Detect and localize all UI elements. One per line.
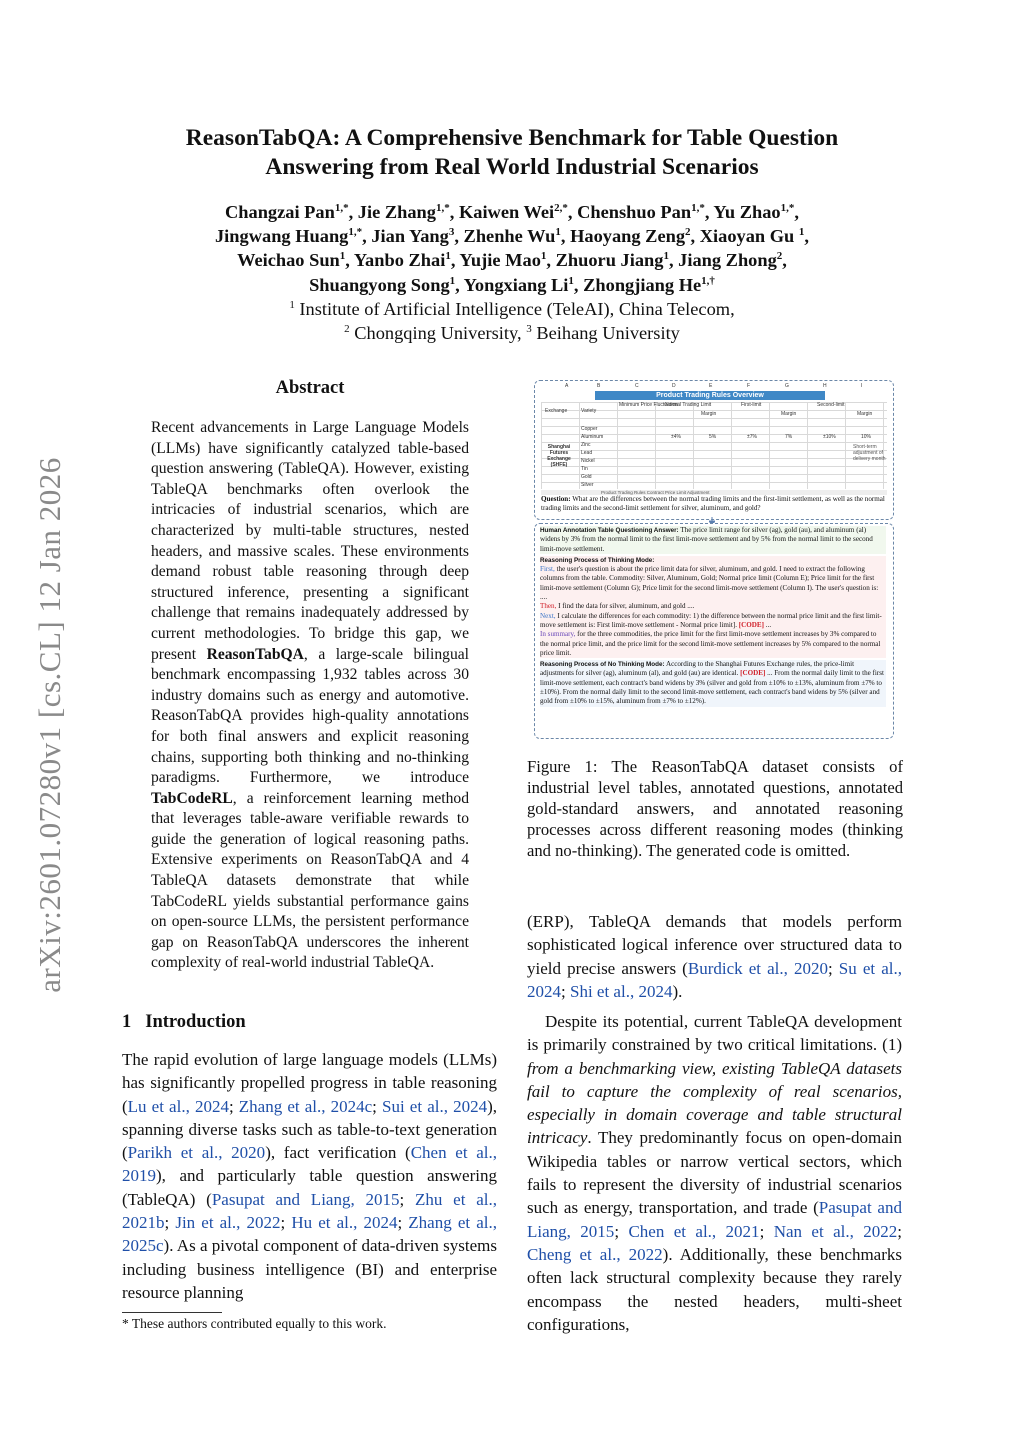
row-item: Nickel bbox=[581, 458, 595, 464]
affil-sup: 2 bbox=[344, 323, 350, 335]
col-letter: F bbox=[747, 383, 751, 389]
author-sup: 1,* bbox=[348, 226, 363, 239]
citation-link[interactable]: Zhang et al., 2024c bbox=[238, 1096, 373, 1116]
col-letter: H bbox=[823, 383, 827, 389]
column-letters bbox=[535, 383, 893, 390]
author-sup: 1 bbox=[798, 226, 805, 239]
citation-link[interactable]: Cheng et al., 2022 bbox=[527, 1244, 663, 1264]
author-name: Jie Zhang bbox=[357, 202, 436, 222]
body-text: ). Additionally, these benchmarks often lack structural complexity because they rarely encompass the nested headers, multi-sheet configurations, bbox=[527, 1244, 903, 1334]
col-letter: I bbox=[861, 383, 863, 389]
affil-text: Beihang University bbox=[536, 323, 680, 343]
author-sup: 3 bbox=[448, 226, 455, 239]
body-text: The rapid evolution of large language models (LLMs) has significantly propelled progress in table reasoning ( bbox=[122, 1050, 497, 1116]
author-sup: 1 bbox=[555, 226, 561, 239]
section-number: 1 bbox=[122, 1012, 132, 1032]
row-item: Copper bbox=[581, 426, 598, 432]
step-text: the user's question is about the price limit data for silver, aluminum, and gold. I need to extract the following columns from the table. Commodity: Silver, Aluminum, Gold; Normal price limit (Column E); Price limit for the first limit-move settlement (Column G); Price limit for the second limit-move settlement (Column I). The user's question is: .... bbox=[540, 565, 879, 602]
no-thinking-mode: Reasoning Process of No Thinking Mode: According to the Shanghai Futures Exchange rules, the price-limit adjustments for silver (ag), aluminum (al), and gold (au) are identical. [CODE] ... From the normal daily limit to the first limit-move settlement, each contract's band widens by 3% (silver and gold from ±10% to ±13%, aluminum from ±7% to ±10%). From the normal daily limit to the second limit-move settlement, each contract's band widens by 5% (silver and gold from ±10% to ±15%, aluminum from ±7% to ±12%). bbox=[540, 660, 886, 706]
author-sup: 2 bbox=[776, 250, 783, 263]
sep: ; bbox=[280, 1213, 292, 1233]
author-sup: 1 bbox=[339, 250, 346, 263]
author-sup: 1 bbox=[568, 274, 574, 287]
affil-text: Chongqing University, bbox=[354, 323, 522, 343]
step-first: First, bbox=[540, 565, 555, 574]
col-letter: B bbox=[597, 383, 601, 389]
header-cell: Exchange bbox=[545, 408, 568, 414]
value-cell: 5% bbox=[709, 434, 717, 440]
body-text: ), and particularly table question answering (TableQA) ( bbox=[122, 1166, 497, 1209]
figure-1 bbox=[534, 380, 894, 740]
citation-link[interactable]: Chen et al., 2021 bbox=[628, 1221, 760, 1241]
author-name: Haoyang Zeng bbox=[570, 226, 686, 247]
abstract-text: Recent advancements in Large Language Models (LLMs) have significantly catalyzed table-based question answering (TableQA). However, existing TableQA benchmarks often overlook the intricacies of industrial scenarios, which are characterized by multi-table structures, nested headers, and massive scales. These environments demand robust table reasoning through deep structured inference, presenting a significant challenge that remains inadequately addressed by current methodologies. To bridge this gap, we present bbox=[151, 419, 469, 663]
figure-table-panel bbox=[534, 380, 894, 520]
arxiv-sidebar bbox=[28, 430, 72, 1020]
author-name: Yu Zhao bbox=[713, 202, 781, 222]
body-text: ). As a pivotal component of data-driven systems including business intelligence (BI) and enterprise resource planning bbox=[122, 1236, 497, 1302]
question-label: Question: bbox=[541, 495, 571, 503]
answer-content bbox=[540, 526, 886, 709]
row-item: Zinc bbox=[581, 442, 591, 448]
sheet-tabs[interactable]: Product Trading Rules Contract Price Limit Adjustment bbox=[541, 490, 887, 495]
citation-link[interactable]: Zhu et al., 2021b bbox=[122, 1189, 497, 1233]
author-name: Jiang Zhong bbox=[678, 250, 777, 271]
author-sup: 2,* bbox=[554, 202, 568, 214]
section-title: Introduction bbox=[145, 1012, 246, 1032]
author-name: Jian Yang bbox=[371, 226, 449, 247]
author-sup: 2 bbox=[685, 226, 691, 239]
figure-caption: Figure 1: The ReasonTabQA dataset consists of industrial level tables, annotated questions, annotated gold-standard answers, and annotated reasoning processes across different reasoning modes (thinking and no-thinking). The generated code is omitted. bbox=[527, 757, 903, 860]
col-letter: A bbox=[565, 383, 569, 389]
value-cell: ±10% bbox=[823, 434, 836, 440]
citation-link[interactable]: Burdick et al., 2020 bbox=[687, 958, 828, 978]
col-letter: E bbox=[709, 383, 713, 389]
header-cell: Margin bbox=[701, 411, 717, 417]
author-name: Zhuoru Jiang bbox=[555, 250, 664, 271]
author-name: Weichao Sun bbox=[237, 250, 340, 271]
figure-answer-panel bbox=[534, 523, 894, 739]
right-paragraph-1 bbox=[527, 910, 902, 1003]
citation-link[interactable]: Nan et al., 2022 bbox=[773, 1221, 898, 1241]
citation-link[interactable]: Pasupat and Liang, 2015 bbox=[527, 1198, 902, 1241]
citation-link[interactable]: Chen et al., 2019 bbox=[122, 1143, 498, 1186]
value-cell: 10% bbox=[861, 434, 872, 440]
affiliation-2 bbox=[100, 321, 924, 345]
abstract-body bbox=[151, 418, 469, 974]
row-item: Lead bbox=[581, 450, 593, 456]
citation-link[interactable]: Hu et al., 2024 bbox=[291, 1213, 398, 1233]
affil-sup: 1 bbox=[289, 299, 295, 311]
sep: ; bbox=[397, 1213, 409, 1233]
sep: ; bbox=[372, 1096, 383, 1116]
step-summary: In summary, bbox=[540, 630, 576, 639]
arxiv-id: arXiv:2601.07280v1 [cs.CL] 12 Jan 2026 bbox=[32, 457, 67, 993]
thinking-mode: Reasoning Process of Thinking Mode: First, the user's question is about the price limit data for silver, aluminum, and gold. I need to extract the following columns from the table. Commodity: Silver, Aluminum, Gold; Normal price limit (Column E); Price limit for the first limit-move settlement (Column G); Price limit for the second limit-move settlement (Column I). The user's question is: .... Then, I find the data for silver, aluminum, and gold .... Next, I calculate the differences for each commodity: 1) the difference between the normal price limit and the first limit-move settlement is: First limit-move settlement - Normal price limit]. [CODE] ... In summary, for the three commodities, the price limit for the first limit-move settlement increases by 3% compared to the normal price limit, and the price limit for the second limit-move settlement increases by 5% compared to the normal price limit. bbox=[540, 556, 886, 658]
author-name: Kaiwen Wei bbox=[458, 202, 555, 222]
col-letter: G bbox=[785, 383, 789, 389]
affiliations bbox=[100, 297, 924, 345]
row-item: Tin bbox=[581, 466, 588, 472]
header-cell: Margin bbox=[781, 411, 797, 417]
row-item: Silver bbox=[581, 482, 594, 488]
row-label: Shanghai Futures Exchange (SHFE) bbox=[547, 444, 571, 468]
author-sup: 1 bbox=[663, 250, 669, 263]
sep: ; bbox=[759, 1221, 774, 1241]
step-text: I calculate the differences for each commodity: 1) the difference between the normal price limit and the first limit-move settlement is: First limit-move settlement - Normal price limit]. bbox=[540, 611, 882, 629]
step-then: Then, bbox=[540, 602, 557, 611]
side-note: Short-term adjustment of delivery month bbox=[853, 444, 886, 462]
step-text: for the three commodities, the price limit for the first limit-move settlement increases by 3% compared to the normal price limit, and the price limit for the second limit-move settlement increases by 5% compared to the normal price limit. bbox=[540, 630, 881, 657]
title-line-2: Answering from Real World Industrial Scenarios bbox=[265, 154, 759, 180]
col-letter: C bbox=[635, 383, 639, 389]
author-sup: 1,* bbox=[780, 202, 795, 214]
no-thinking-text: According to the Shanghai Futures Exchange rules, the price-limit adjustments for silver (ag), aluminum (al), and gold (au) are identical. bbox=[540, 660, 855, 678]
no-thinking-text: From the normal daily limit to the first limit-move settlement, each contract's band widens by 3% (silver and gold from ±10% to ±13%, aluminum from ±7% to ±10%). From the normal daily limit to the second limit-move settlement, each contract's band widens by 5% (silver and gold from ±10% to ±15%, aluminum from ±7% to ±12%). bbox=[540, 669, 884, 706]
col-letter: D bbox=[672, 383, 676, 389]
citation-link[interactable]: Zhang et al., 2025c bbox=[122, 1213, 497, 1256]
abstract-text: , a large-scale bilingual benchmark encompassing 1,932 tables across 30 industry domains such as energy and automotive. ReasonTabQA provides high-quality annotations for both final answers and explicit reasoning chains, supporting both thinking and no-thinking paradigms. Furthermore, we introduce bbox=[151, 645, 469, 787]
row-item: Aluminum bbox=[581, 434, 604, 440]
section-heading-introduction bbox=[122, 1012, 260, 1033]
citation-link[interactable]: Lu et al., 2024 bbox=[127, 1096, 229, 1116]
author-sup: 1,† bbox=[701, 274, 715, 287]
row-item: Gold bbox=[581, 474, 592, 480]
value-cell: ±7% bbox=[747, 434, 757, 440]
citation-link[interactable]: Jin et al., 2022 bbox=[175, 1213, 281, 1233]
body-text: Despite its potential, current TableQA development is primarily constrained by two critical limitations. (1) bbox=[527, 1012, 902, 1055]
citation-link[interactable]: Parikh et al., 2020 bbox=[127, 1143, 266, 1163]
affil-text: Institute of Artificial Intelligence (TeleAI), China Telecom, bbox=[299, 299, 735, 319]
author-sup: 1 bbox=[449, 274, 456, 287]
author-name: Jingwang Huang bbox=[214, 226, 349, 247]
intro-paragraph bbox=[122, 1048, 497, 1304]
author-name: Yongxiang Li bbox=[463, 274, 569, 295]
table-grid bbox=[541, 402, 887, 489]
thinking-label: Reasoning Process of Thinking Mode: bbox=[540, 556, 655, 564]
header-cell: First-limit bbox=[741, 402, 762, 408]
human-answer bbox=[540, 526, 886, 554]
code-tag: [CODE] bbox=[740, 669, 766, 678]
author-sup: 1 bbox=[445, 250, 451, 263]
header-cell: Second-limit bbox=[817, 402, 845, 408]
author-line-1: Changzai Pan$^{1,*}$, Jie Zhang$^{1,*}$, Kaiwen Wei$^{2,*}$, Chenshuo Pan$^{1,*}$, Yu Zhao$^{1,*}$, bbox=[224, 202, 799, 222]
figure-question bbox=[541, 495, 887, 513]
author-name: Zhenhe Wu bbox=[463, 226, 556, 247]
header-cell: Normal Trading Limit bbox=[665, 402, 712, 408]
abstract-bold: TabCodeRL bbox=[151, 789, 233, 807]
sep: ; bbox=[399, 1189, 415, 1209]
abstract-text: , a reinforcement learning method that leverages table-aware verifiable rewards to guide the generation of logical reasoning paths. Extensive experiments on ReasonTabQA and 4 TableQA datasets demonstrate that while TabCodeRL yields substantial performance gains on open-source LLMs, the persistent performance gap on ReasonTabQA underscores the inherent complexity of real-world industrial TableQA. bbox=[151, 789, 469, 972]
human-answer-label: Human Annotation Table Questioning Answer: bbox=[540, 527, 679, 534]
author-name: Changzai Pan bbox=[224, 202, 335, 222]
body-text: ), fact verification ( bbox=[265, 1143, 411, 1163]
author-name: Zhongjiang He bbox=[583, 274, 702, 295]
author-name: Xiaoyan Gu bbox=[699, 226, 795, 247]
body-text: ). bbox=[672, 981, 683, 1001]
body-text: (ERP), TableQA demands that models perform sophisticated logical inference over structured data to yield precise answers ( bbox=[527, 912, 902, 978]
sep: ; bbox=[827, 958, 839, 978]
author-name: Chenshuo Pan bbox=[577, 202, 692, 222]
sep: ; bbox=[561, 981, 570, 1001]
author-sup: 1,* bbox=[334, 202, 349, 214]
author-sup: 1,* bbox=[691, 202, 705, 214]
citation-link[interactable]: Pasupat and Liang, 2015 bbox=[211, 1189, 400, 1209]
body-text: ), spanning diverse tasks such as table-to-text generation ( bbox=[122, 1096, 498, 1163]
author-sup: 1 bbox=[540, 250, 547, 263]
citation-link[interactable]: Sui et al., 2024 bbox=[382, 1096, 488, 1116]
code-tag: [CODE] bbox=[738, 620, 765, 629]
footnote-rule bbox=[122, 1312, 222, 1313]
italic-text: from a benchmarking view, existing TableQA datasets fail to capture the complexity of real scenarios, especially in domain coverage and table structural intricacy bbox=[527, 1058, 902, 1148]
author-list bbox=[100, 200, 924, 297]
value-cell: ±4% bbox=[671, 434, 681, 440]
sep: ; bbox=[897, 1221, 902, 1241]
affiliation-1 bbox=[100, 297, 924, 321]
sep: ; bbox=[164, 1213, 176, 1233]
header-cell: Variety bbox=[581, 408, 597, 414]
body-text: . They predominantly focus on open-domain Wikipedia tables or narrow vertical sectors, which fails to represent the diversity of industrial scenarios such as energy, transportation, and trade ( bbox=[527, 1128, 902, 1218]
abstract-heading: Abstract bbox=[275, 378, 345, 398]
no-thinking-label: Reasoning Process of No Thinking Mode: bbox=[540, 661, 665, 669]
human-answer-text: The price limit range for silver (ag), gold (au), and aluminum (al) widens by 3% from the normal limit to the first limit-move settlement and by 5% from the normal limit to the second limit-move settlement. bbox=[540, 526, 873, 553]
question-text: What are the differences between the normal trading limits and the first-limit settlement, as well as the normal trading limits and the second-limit settlement for silver, aluminum, and gold? bbox=[541, 495, 885, 513]
citation-link[interactable]: Shi et al., 2024 bbox=[569, 981, 673, 1001]
paper-title bbox=[100, 124, 924, 182]
author-name: Yanbo Zhai bbox=[353, 250, 446, 271]
author-name: Shuangyong Song bbox=[309, 274, 450, 295]
step-text: I find the data for silver, aluminum, and gold .... bbox=[556, 602, 695, 611]
header-cell: Margin bbox=[857, 411, 873, 417]
step-next: Next, bbox=[540, 611, 556, 620]
citation-link[interactable]: Su et al., 2024 bbox=[527, 958, 902, 1001]
affil-sup: 3 bbox=[526, 323, 532, 335]
table-title: Product Trading Rules Overview bbox=[595, 391, 825, 400]
title-line-1: ReasonTabQA: A Comprehensive Benchmark for Table Question bbox=[185, 125, 839, 151]
author-name: Yujie Mao bbox=[459, 250, 541, 271]
sep: ; bbox=[228, 1096, 239, 1116]
abstract-bold: ReasonTabQA bbox=[206, 645, 304, 663]
right-paragraph-2 bbox=[527, 1010, 902, 1336]
author-line-4: Shuangyong Song$^1$, Yongxiang Li$^1$, Zhongjiang $He^{1,\dagger}$ bbox=[309, 274, 715, 295]
header-cell: Minimum Price Fluctuation bbox=[619, 402, 678, 408]
author-line-3: Weichao Sun$^1$, Yanbo Zhai$^1$, Yujie Mao$^1$, Zhuoru Jiang$^1$, Jiang Zhong$^2$, bbox=[237, 250, 787, 271]
author-sup: 1,* bbox=[435, 202, 450, 214]
footnote: * These authors contributed equally to this work. bbox=[122, 1316, 387, 1331]
author-line-2: Jingwang Huang$^{1,*}$, Jian Yang$^3$, Zhenhe Wu$^1$, Haoyang Zeng$^2$, Xiaoyan Gu $^1$, bbox=[214, 226, 809, 247]
sep: ; bbox=[614, 1221, 629, 1241]
value-cell: 7% bbox=[785, 434, 793, 440]
